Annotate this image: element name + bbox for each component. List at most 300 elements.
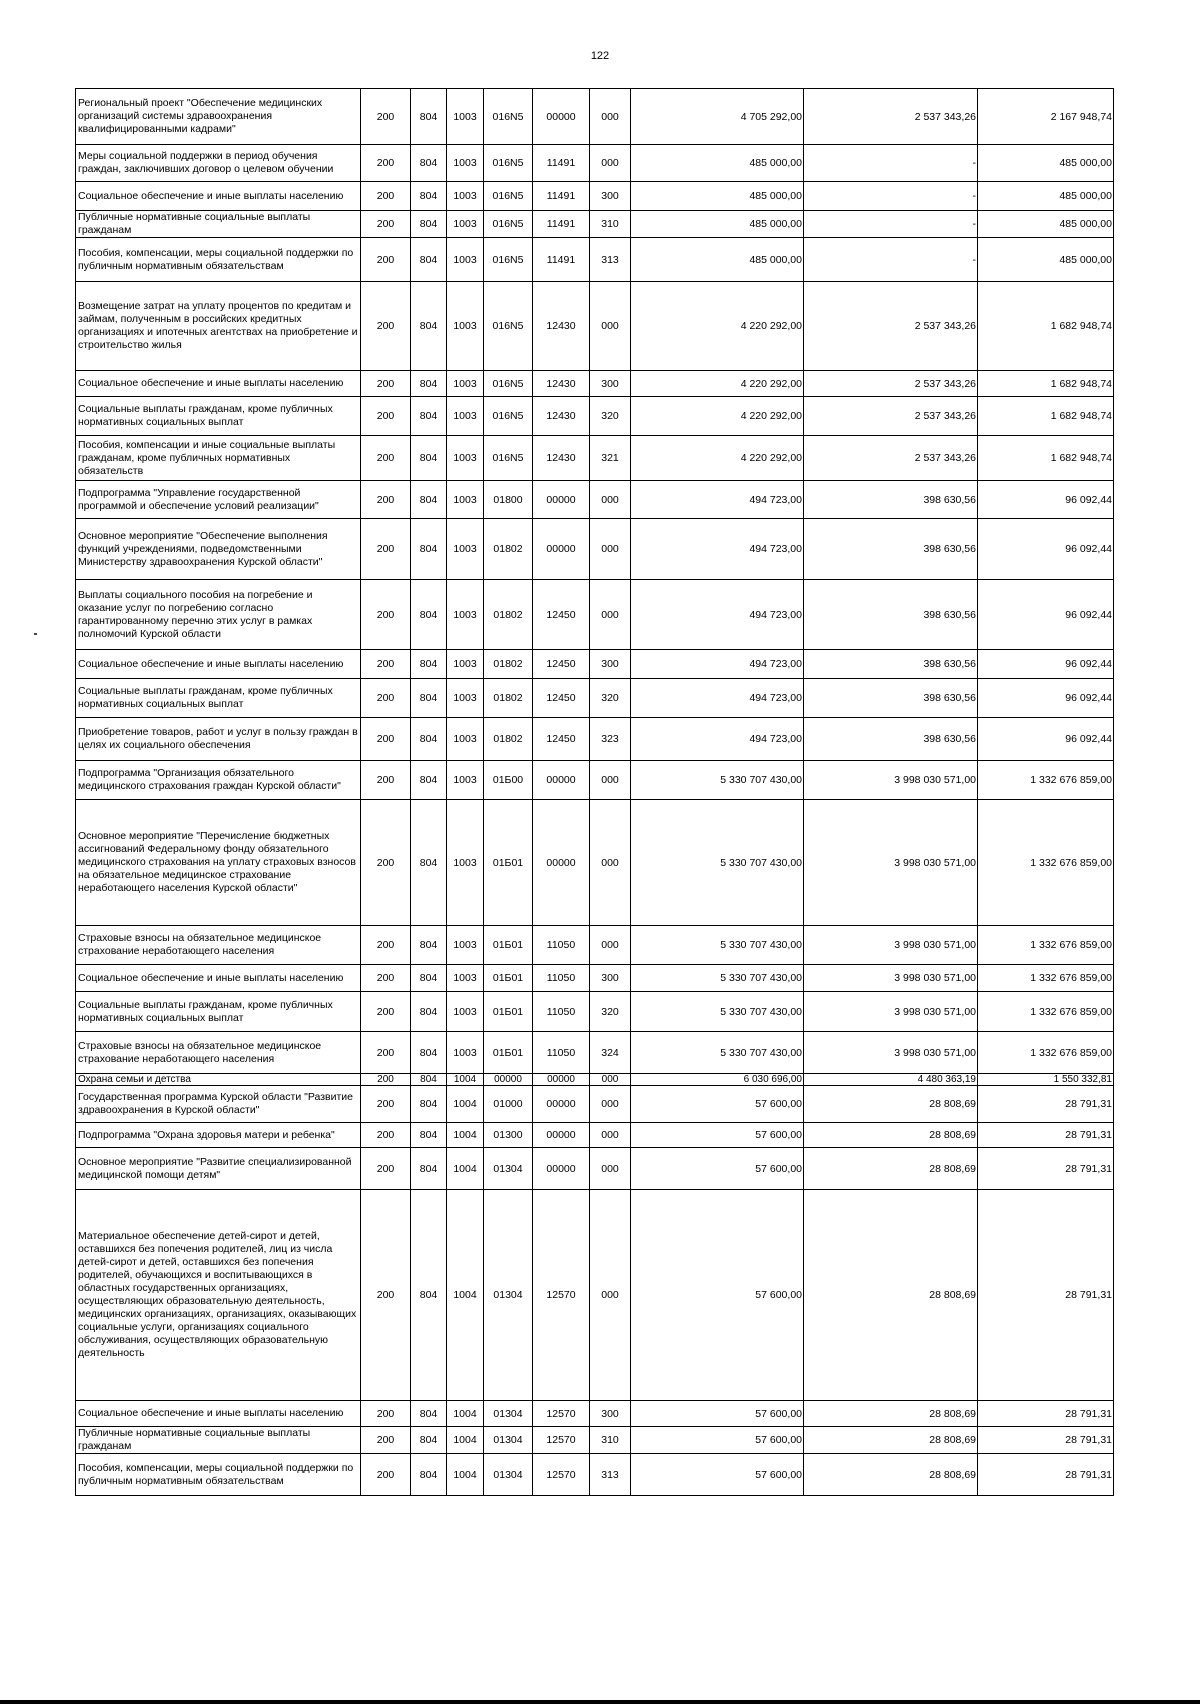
code-chapter: 200	[361, 397, 411, 436]
code-expense-type: 000	[590, 1123, 631, 1148]
code-target: 12570	[533, 1454, 590, 1496]
code-program: 016N5	[484, 182, 533, 211]
table-row	[76, 580, 1114, 650]
code-chapter: 200	[361, 1454, 411, 1496]
value-remaining: 1 332 676 859,00	[978, 992, 1114, 1032]
table-row	[76, 761, 1114, 800]
row-name: Возмещение затрат на уплату процентов по кредитам и займам, полученным в российских кредитных организациях и ипотечных агентствах на приобретение и строительство жилья	[76, 282, 361, 371]
code-subsection: 1004	[447, 1074, 484, 1086]
code-expense-type: 320	[590, 397, 631, 436]
row-name: Публичные нормативные социальные выплаты гражданам	[76, 1427, 361, 1454]
code-program: 016N5	[484, 397, 533, 436]
row-name: Материальное обеспечение детей-сирот и детей, оставшихся без попечения родителей, лиц из числа детей-сирот и детей, оставшихся без попечения родителей, обучающихся и воспитывающихся в областных государственных организациях, осуществляющих образовательную деятельность, медицинских организациях, организациях, оказывающих социальные услуги, организациях социального обслуживания, осуществляющих образовательную деятельность	[76, 1190, 361, 1401]
code-section: 804	[411, 965, 447, 992]
code-target: 11491	[533, 145, 590, 182]
value-approved: 485 000,00	[631, 145, 804, 182]
value-executed: 2 537 343,26	[804, 397, 978, 436]
code-subsection: 1003	[447, 436, 484, 481]
code-subsection: 1004	[447, 1454, 484, 1496]
table-row	[76, 436, 1114, 481]
table-row	[76, 718, 1114, 761]
value-remaining: 96 092,44	[978, 718, 1114, 761]
value-approved: 485 000,00	[631, 182, 804, 211]
code-section: 804	[411, 679, 447, 718]
row-name: Социальные выплаты гражданам, кроме публичных нормативных социальных выплат	[76, 679, 361, 718]
code-section: 804	[411, 436, 447, 481]
code-program: 01Б00	[484, 761, 533, 800]
code-expense-type: 320	[590, 992, 631, 1032]
code-chapter: 200	[361, 650, 411, 679]
code-target: 11050	[533, 965, 590, 992]
code-program: 016N5	[484, 371, 533, 397]
code-chapter: 200	[361, 1401, 411, 1427]
code-program: 01802	[484, 679, 533, 718]
code-program: 01Б01	[484, 800, 533, 926]
row-name: Подпрограмма "Управление государственной программой и обеспечение условий реализации"	[76, 481, 361, 519]
value-approved: 485 000,00	[631, 238, 804, 282]
value-remaining: 96 092,44	[978, 519, 1114, 580]
row-name: Пособия, компенсации, меры социальной поддержки по публичным нормативным обязательствам	[76, 1454, 361, 1496]
value-approved: 5 330 707 430,00	[631, 926, 804, 965]
table-row	[76, 1086, 1114, 1123]
code-target: 00000	[533, 481, 590, 519]
value-executed: 28 808,69	[804, 1148, 978, 1190]
value-remaining: 1 332 676 859,00	[978, 1032, 1114, 1074]
value-executed: 398 630,56	[804, 718, 978, 761]
value-approved: 4 220 292,00	[631, 282, 804, 371]
code-expense-type: 000	[590, 519, 631, 580]
table-row	[76, 182, 1114, 211]
value-remaining: 96 092,44	[978, 679, 1114, 718]
row-name: Страховые взносы на обязательное медицинское страхование неработающего населения	[76, 1032, 361, 1074]
row-name: Выплаты социального пособия на погребение и оказание услуг по погребению согласно гарантированному перечню этих услуг в рамках полномочий Курской области	[76, 580, 361, 650]
value-executed: -	[804, 211, 978, 238]
value-approved: 5 330 707 430,00	[631, 800, 804, 926]
code-expense-type: 300	[590, 182, 631, 211]
code-section: 804	[411, 1401, 447, 1427]
value-approved: 57 600,00	[631, 1123, 804, 1148]
code-expense-type: 000	[590, 145, 631, 182]
code-expense-type: 300	[590, 965, 631, 992]
row-name: Социальные выплаты гражданам, кроме публичных нормативных социальных выплат	[76, 397, 361, 436]
code-expense-type: 313	[590, 238, 631, 282]
value-approved: 4 220 292,00	[631, 436, 804, 481]
code-target: 11491	[533, 211, 590, 238]
value-remaining: 28 791,31	[978, 1190, 1114, 1401]
code-section: 804	[411, 1032, 447, 1074]
code-target: 11050	[533, 1032, 590, 1074]
value-remaining: 485 000,00	[978, 145, 1114, 182]
code-chapter: 200	[361, 1148, 411, 1190]
code-target: 12430	[533, 371, 590, 397]
table-row	[76, 650, 1114, 679]
value-remaining: 485 000,00	[978, 211, 1114, 238]
code-chapter: 200	[361, 926, 411, 965]
code-section: 804	[411, 926, 447, 965]
code-expense-type: 300	[590, 371, 631, 397]
value-executed: 3 998 030 571,00	[804, 1032, 978, 1074]
table-row	[76, 965, 1114, 992]
table-row	[76, 481, 1114, 519]
value-remaining: 28 791,31	[978, 1148, 1114, 1190]
value-approved: 4 705 292,00	[631, 89, 804, 145]
value-approved: 494 723,00	[631, 580, 804, 650]
code-subsection: 1003	[447, 519, 484, 580]
code-section: 804	[411, 145, 447, 182]
row-name: Подпрограмма "Организация обязательного медицинского страхования граждан Курской области"	[76, 761, 361, 800]
table-row	[76, 992, 1114, 1032]
code-expense-type: 320	[590, 679, 631, 718]
value-approved: 4 220 292,00	[631, 397, 804, 436]
code-target: 12450	[533, 718, 590, 761]
code-chapter: 200	[361, 519, 411, 580]
code-subsection: 1003	[447, 89, 484, 145]
value-approved: 6 030 696,00	[631, 1074, 804, 1086]
value-approved: 485 000,00	[631, 211, 804, 238]
code-target: 00000	[533, 519, 590, 580]
row-name: Подпрограмма "Охрана здоровья матери и ребенка"	[76, 1123, 361, 1148]
code-subsection: 1003	[447, 282, 484, 371]
row-name: Основное мероприятие "Развитие специализированной медицинской помощи детям"	[76, 1148, 361, 1190]
value-approved: 494 723,00	[631, 650, 804, 679]
code-section: 804	[411, 397, 447, 436]
code-program: 01Б01	[484, 1032, 533, 1074]
code-program: 01802	[484, 718, 533, 761]
code-program: 01Б01	[484, 992, 533, 1032]
code-subsection: 1003	[447, 679, 484, 718]
value-remaining: 28 791,31	[978, 1454, 1114, 1496]
code-program: 01Б01	[484, 965, 533, 992]
value-remaining: 28 791,31	[978, 1086, 1114, 1123]
code-expense-type: 300	[590, 650, 631, 679]
code-target: 00000	[533, 1074, 590, 1086]
table-row	[76, 238, 1114, 282]
code-target: 12570	[533, 1190, 590, 1401]
value-executed: 2 537 343,26	[804, 371, 978, 397]
code-subsection: 1003	[447, 182, 484, 211]
code-expense-type: 324	[590, 1032, 631, 1074]
code-target: 12570	[533, 1427, 590, 1454]
code-program: 016N5	[484, 211, 533, 238]
code-subsection: 1004	[447, 1123, 484, 1148]
code-section: 804	[411, 1190, 447, 1401]
value-remaining: 1 682 948,74	[978, 282, 1114, 371]
value-approved: 494 723,00	[631, 481, 804, 519]
code-expense-type: 000	[590, 580, 631, 650]
value-executed: 3 998 030 571,00	[804, 965, 978, 992]
row-name: Государственная программа Курской области "Развитие здравоохранения в Курской области"	[76, 1086, 361, 1123]
value-executed: -	[804, 238, 978, 282]
code-expense-type: 313	[590, 1454, 631, 1496]
code-expense-type: 323	[590, 718, 631, 761]
value-executed: 28 808,69	[804, 1086, 978, 1123]
code-program: 01300	[484, 1123, 533, 1148]
value-remaining: 1 550 332,81	[978, 1074, 1114, 1086]
code-chapter: 200	[361, 1086, 411, 1123]
code-program: 016N5	[484, 436, 533, 481]
value-executed: 28 808,69	[804, 1427, 978, 1454]
code-program: 016N5	[484, 282, 533, 371]
table-row	[76, 282, 1114, 371]
table-row	[76, 211, 1114, 238]
code-section: 804	[411, 761, 447, 800]
value-executed: 28 808,69	[804, 1123, 978, 1148]
code-program: 016N5	[484, 145, 533, 182]
row-name: Региональный проект "Обеспечение медицинских организаций системы здравоохранения квалифицированными кадрами"	[76, 89, 361, 145]
value-approved: 5 330 707 430,00	[631, 965, 804, 992]
code-chapter: 200	[361, 1074, 411, 1086]
code-program: 01800	[484, 481, 533, 519]
code-target: 00000	[533, 761, 590, 800]
code-chapter: 200	[361, 1123, 411, 1148]
code-subsection: 1003	[447, 238, 484, 282]
row-name: Публичные нормативные социальные выплаты гражданам	[76, 211, 361, 238]
value-remaining: 1 682 948,74	[978, 371, 1114, 397]
code-subsection: 1003	[447, 1032, 484, 1074]
code-section: 804	[411, 1123, 447, 1148]
code-target: 12450	[533, 679, 590, 718]
value-remaining: 1 332 676 859,00	[978, 926, 1114, 965]
code-chapter: 200	[361, 965, 411, 992]
value-remaining: 1 332 676 859,00	[978, 800, 1114, 926]
code-program: 01304	[484, 1148, 533, 1190]
code-section: 804	[411, 1427, 447, 1454]
row-name: Социальное обеспечение и иные выплаты населению	[76, 965, 361, 992]
table-row	[76, 800, 1114, 926]
code-target: 00000	[533, 89, 590, 145]
value-approved: 494 723,00	[631, 679, 804, 718]
code-program: 01000	[484, 1086, 533, 1123]
code-subsection: 1003	[447, 800, 484, 926]
code-target: 00000	[533, 1086, 590, 1123]
value-approved: 5 330 707 430,00	[631, 761, 804, 800]
row-name: Приобретение товаров, работ и услуг в пользу граждан в целях их социального обеспечения	[76, 718, 361, 761]
code-target: 12430	[533, 436, 590, 481]
code-section: 804	[411, 992, 447, 1032]
row-name: Пособия, компенсации, меры социальной поддержки по публичным нормативным обязательствам	[76, 238, 361, 282]
value-approved: 57 600,00	[631, 1454, 804, 1496]
code-expense-type: 000	[590, 282, 631, 371]
row-name: Социальные выплаты гражданам, кроме публичных нормативных социальных выплат	[76, 992, 361, 1032]
row-name: Меры социальной поддержки в период обучения граждан, заключивших договор о целевом обучении	[76, 145, 361, 182]
code-section: 804	[411, 182, 447, 211]
code-subsection: 1003	[447, 145, 484, 182]
value-executed: 3 998 030 571,00	[804, 926, 978, 965]
table-row	[76, 371, 1114, 397]
code-program: 01802	[484, 650, 533, 679]
value-executed: 4 480 363,19	[804, 1074, 978, 1086]
table-row	[76, 1401, 1114, 1427]
code-chapter: 200	[361, 211, 411, 238]
page-number: 122	[590, 50, 610, 62]
value-remaining: 96 092,44	[978, 580, 1114, 650]
value-remaining: 1 332 676 859,00	[978, 761, 1114, 800]
table-row	[76, 1032, 1114, 1074]
code-chapter: 200	[361, 1032, 411, 1074]
value-executed: -	[804, 145, 978, 182]
code-subsection: 1003	[447, 761, 484, 800]
row-name: Социальное обеспечение и иные выплаты населению	[76, 1401, 361, 1427]
table-row	[76, 145, 1114, 182]
code-subsection: 1003	[447, 211, 484, 238]
row-name: Основное мероприятие "Обеспечение выполнения функций учреждениями, подведомственными Министерству здравоохранения Курской области"	[76, 519, 361, 580]
scan-speck	[34, 633, 37, 635]
row-name: Основное мероприятие "Перечисление бюджетных ассигнований Федеральному фонду обязательного медицинского страхования на уплату страховых взносов на обязательное медицинское страхование неработающего населения Курской области"	[76, 800, 361, 926]
code-subsection: 1004	[447, 1190, 484, 1401]
code-program: 016N5	[484, 89, 533, 145]
code-expense-type: 000	[590, 481, 631, 519]
code-expense-type: 000	[590, 89, 631, 145]
value-remaining: 96 092,44	[978, 481, 1114, 519]
code-chapter: 200	[361, 679, 411, 718]
row-name: Пособия, компенсации и иные социальные выплаты гражданам, кроме публичных нормативных обязательств	[76, 436, 361, 481]
code-target: 12430	[533, 282, 590, 371]
value-executed: 398 630,56	[804, 481, 978, 519]
value-executed: 2 537 343,26	[804, 282, 978, 371]
code-chapter: 200	[361, 436, 411, 481]
value-approved: 5 330 707 430,00	[631, 1032, 804, 1074]
code-subsection: 1003	[447, 926, 484, 965]
code-section: 804	[411, 211, 447, 238]
code-chapter: 200	[361, 761, 411, 800]
code-subsection: 1004	[447, 1427, 484, 1454]
value-remaining: 96 092,44	[978, 650, 1114, 679]
code-section: 804	[411, 89, 447, 145]
value-remaining: 485 000,00	[978, 238, 1114, 282]
code-expense-type: 000	[590, 1074, 631, 1086]
budget-table	[75, 88, 1114, 1496]
code-program: 016N5	[484, 238, 533, 282]
code-target: 12430	[533, 397, 590, 436]
value-remaining: 2 167 948,74	[978, 89, 1114, 145]
code-subsection: 1004	[447, 1086, 484, 1123]
code-chapter: 200	[361, 580, 411, 650]
code-chapter: 200	[361, 1190, 411, 1401]
code-section: 804	[411, 650, 447, 679]
value-approved: 57 600,00	[631, 1148, 804, 1190]
code-subsection: 1003	[447, 718, 484, 761]
code-target: 00000	[533, 1123, 590, 1148]
code-program: 01802	[484, 580, 533, 650]
code-target: 11050	[533, 926, 590, 965]
value-executed: 398 630,56	[804, 650, 978, 679]
value-remaining: 28 791,31	[978, 1427, 1114, 1454]
code-chapter: 200	[361, 481, 411, 519]
code-subsection: 1003	[447, 397, 484, 436]
code-section: 804	[411, 238, 447, 282]
value-executed: 3 998 030 571,00	[804, 800, 978, 926]
value-executed: 28 808,69	[804, 1190, 978, 1401]
value-approved: 5 330 707 430,00	[631, 992, 804, 1032]
code-section: 804	[411, 481, 447, 519]
code-chapter: 200	[361, 282, 411, 371]
code-expense-type: 000	[590, 1086, 631, 1123]
value-executed: 398 630,56	[804, 679, 978, 718]
code-section: 804	[411, 800, 447, 926]
value-executed: 2 537 343,26	[804, 89, 978, 145]
code-chapter: 200	[361, 238, 411, 282]
code-expense-type: 000	[590, 1190, 631, 1401]
code-expense-type: 000	[590, 926, 631, 965]
code-section: 804	[411, 519, 447, 580]
table-row	[76, 1190, 1114, 1401]
value-remaining: 1 682 948,74	[978, 397, 1114, 436]
value-executed: -	[804, 182, 978, 211]
row-name: Страховые взносы на обязательное медицинское страхование неработающего населения	[76, 926, 361, 965]
code-chapter: 200	[361, 89, 411, 145]
table-row	[76, 519, 1114, 580]
code-section: 804	[411, 1074, 447, 1086]
value-approved: 57 600,00	[631, 1190, 804, 1401]
value-executed: 2 537 343,26	[804, 436, 978, 481]
value-executed: 398 630,56	[804, 519, 978, 580]
code-chapter: 200	[361, 145, 411, 182]
code-program: 01304	[484, 1454, 533, 1496]
table-row	[76, 926, 1114, 965]
code-subsection: 1003	[447, 965, 484, 992]
code-chapter: 200	[361, 1427, 411, 1454]
code-chapter: 200	[361, 371, 411, 397]
code-subsection: 1004	[447, 1148, 484, 1190]
code-chapter: 200	[361, 992, 411, 1032]
code-program: 01304	[484, 1190, 533, 1401]
row-name: Охрана семьи и детства	[76, 1074, 361, 1086]
page-bottom-edge	[0, 1700, 1200, 1704]
table-row	[76, 89, 1114, 145]
code-subsection: 1003	[447, 481, 484, 519]
code-target: 11491	[533, 182, 590, 211]
row-name: Социальное обеспечение и иные выплаты населению	[76, 371, 361, 397]
value-approved: 57 600,00	[631, 1086, 804, 1123]
value-executed: 3 998 030 571,00	[804, 992, 978, 1032]
code-program: 01Б01	[484, 926, 533, 965]
value-approved: 57 600,00	[631, 1401, 804, 1427]
code-target: 11491	[533, 238, 590, 282]
value-approved: 57 600,00	[631, 1427, 804, 1454]
row-name: Социальное обеспечение и иные выплаты населению	[76, 182, 361, 211]
code-section: 804	[411, 1086, 447, 1123]
code-subsection: 1004	[447, 1401, 484, 1427]
value-remaining: 1 682 948,74	[978, 436, 1114, 481]
code-chapter: 200	[361, 718, 411, 761]
budget-table-container	[75, 88, 1114, 1496]
table-row	[76, 1123, 1114, 1148]
code-chapter: 200	[361, 182, 411, 211]
code-section: 804	[411, 1454, 447, 1496]
value-approved: 4 220 292,00	[631, 371, 804, 397]
table-row	[76, 1074, 1114, 1086]
code-expense-type: 000	[590, 1148, 631, 1190]
value-executed: 28 808,69	[804, 1401, 978, 1427]
table-row	[76, 1148, 1114, 1190]
code-target: 00000	[533, 800, 590, 926]
code-target: 12450	[533, 580, 590, 650]
code-expense-type: 300	[590, 1401, 631, 1427]
value-approved: 494 723,00	[631, 519, 804, 580]
code-subsection: 1003	[447, 650, 484, 679]
code-section: 804	[411, 718, 447, 761]
code-section: 804	[411, 371, 447, 397]
code-program: 01304	[484, 1427, 533, 1454]
code-expense-type: 000	[590, 761, 631, 800]
value-remaining: 485 000,00	[978, 182, 1114, 211]
code-program: 00000	[484, 1074, 533, 1086]
code-expense-type: 000	[590, 800, 631, 926]
code-expense-type: 321	[590, 436, 631, 481]
code-program: 01304	[484, 1401, 533, 1427]
table-row	[76, 679, 1114, 718]
code-section: 804	[411, 1148, 447, 1190]
